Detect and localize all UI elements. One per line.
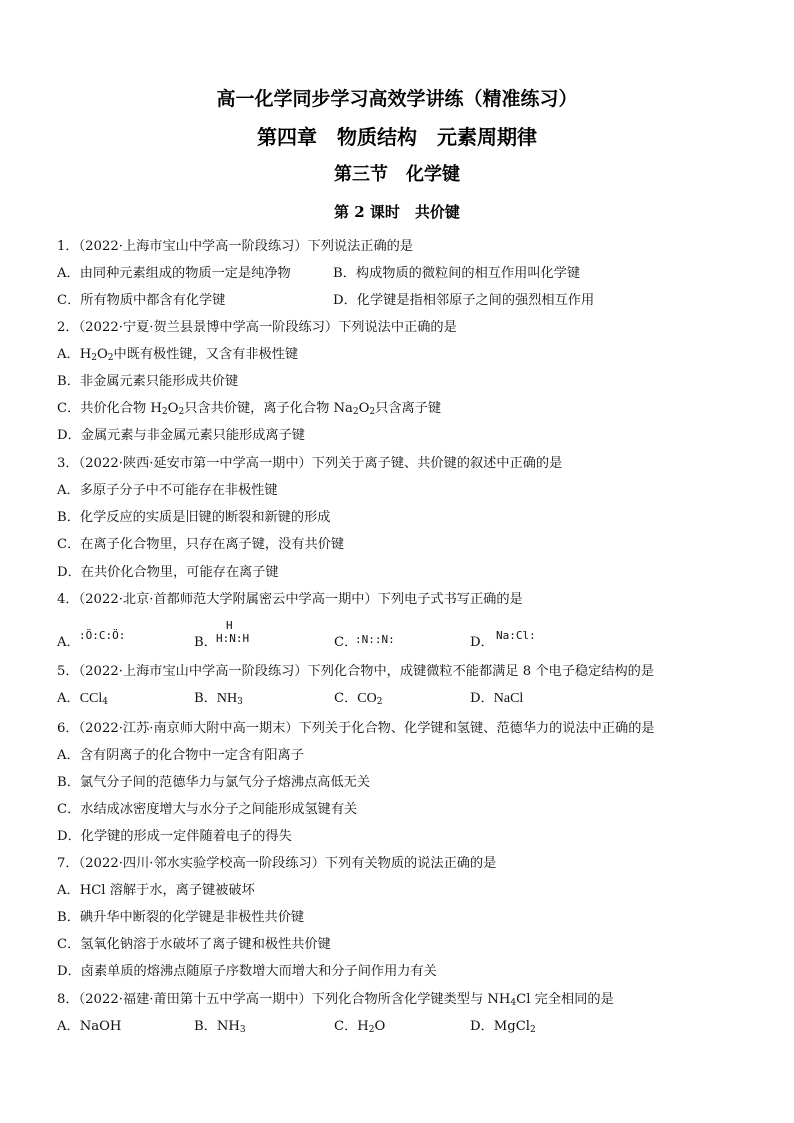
question-2-option-c: C．共价化合物 $H_2O_2$只含共价键，离子化合物 $Na_2O_2$只含离子键 — [57, 401, 442, 417]
question-5-option-a: A．CCl$_4$ — [57, 691, 109, 707]
question-7-option-b: B．碘升华中断裂的化学键是非极性共价键 — [57, 910, 305, 925]
question-7-option-c: C．氢氧化钠溶于水破坏了离子键和极性共价键 — [57, 937, 331, 952]
question-3-stem: 3．（2022·陕西·延安市第一中学高一期中）下列关于离子键、共价键的叙述中正确的是 — [57, 456, 563, 471]
question-5-stem: 5．（2022·上海市宝山中学高一阶段练习）下列化合物中，成键微粒不能都满足 8 个电子稳定结构的是 — [57, 664, 655, 679]
section-title: 第三节 化学键 — [334, 164, 460, 185]
question-3-option-a: A．多原子分子中不可能存在非极性键 — [57, 483, 278, 498]
question-4-option-b-top-h: H — [226, 619, 233, 632]
question-5-option-b: B．$NH_3$ — [194, 691, 243, 707]
question-8-option-b: B．$NH_3$ — [194, 1019, 246, 1035]
question-6-stem: 6．（2022·江苏·南京师大附中高一期末）下列关于化合物、化学键和氢键、范德华力的说法中正确的是 — [57, 721, 655, 736]
question-8-option-a: A．NaOH — [57, 1019, 122, 1034]
question-8-option-c: C．$H_2O$ — [334, 1019, 386, 1035]
question-2-option-d: D．金属元素与非金属元素只能形成离子键 — [57, 428, 305, 443]
question-7-option-a: A．HCl 溶解于水，离子键被破坏 — [57, 883, 255, 898]
worksheet-title: 高一化学同步学习高效学讲练（精准练习） — [216, 88, 578, 110]
question-5-option-d: D．NaCl — [470, 691, 524, 706]
question-1-stem: 1．（2022·上海市宝山中学高一阶段练习）下列说法正确的是 — [57, 239, 414, 254]
question-5-option-c: C．$CO_2$ — [334, 691, 383, 707]
question-8-stem: 8．（2022·福建·莆田第十五中学高一期中）下列化合物所含化学键类型与 $NH_4Cl$ 完全相同的是 — [57, 992, 614, 1008]
question-4-option-c-label: C． — [334, 635, 358, 650]
question-4-option-c-formula: :N::N: — [355, 633, 395, 646]
question-6-option-c: C．水结成冰密度增大与水分子之间能形成氢键有关 — [57, 802, 358, 817]
question-6-option-d: D．化学键的形成一定伴随着电子的得失 — [57, 829, 292, 844]
question-2-option-b: B．非金属元素只能形成共价键 — [57, 374, 239, 389]
question-7-stem: 7．（2022·四川·邻水实验学校高一阶段练习）下列有关物质的说法正确的是 — [57, 856, 497, 871]
question-4-option-a-formula: :Ö:C:Ö: — [79, 629, 126, 642]
chapter-title: 第四章 物质结构 元素周期律 — [257, 125, 537, 149]
question-6-option-b: B．氯气分子间的范德华力与氯气分子熔沸点高低无关 — [57, 775, 371, 790]
question-4-option-d-label: D． — [470, 635, 494, 650]
question-7-option-d: D．卤素单质的熔沸点随原子序数增大而增大和分子间作用力有关 — [57, 964, 437, 979]
question-3-option-d: D．在共价化合物里，可能存在离子键 — [57, 565, 279, 580]
question-4-option-a-label: A． — [57, 635, 80, 650]
question-2-option-a: A．$H_2O_2$中既有极性键，又含有非极性键 — [57, 347, 299, 363]
question-1-option-c: C．所有物质中都含有化学键 — [57, 293, 226, 308]
question-1-option-b: B．构成物质的微粒间的相互作用叫化学键 — [333, 266, 581, 281]
question-8-option-d: D．MgCl$_2$ — [470, 1019, 536, 1035]
question-3-option-c: C．在离子化合物里，只存在离子键，没有共价键 — [57, 537, 345, 552]
question-2-stem: 2．（2022·宁夏·贺兰县景博中学高一阶段练习）下列说法中正确的是 — [57, 320, 457, 335]
question-4-stem: 4．（2022·北京·首都师范大学附属密云中学高一期中）下列电子式书写正确的是 — [57, 592, 523, 607]
question-3-option-b: B．化学反应的实质是旧键的断裂和新键的形成 — [57, 510, 331, 525]
question-1-option-d: D．化学键是指相邻原子之间的强烈相互作用 — [333, 293, 595, 308]
question-1-option-a: A．由同种元素组成的物质一定是纯净物 — [57, 266, 291, 281]
question-4-option-b-label: B． — [194, 635, 217, 650]
question-6-option-a: A．含有阴离子的化合物中一定含有阳离子 — [57, 748, 304, 763]
question-4-option-d-formula: Na:Cl: — [496, 629, 536, 642]
lesson-title: 第 2 课时 共价键 — [334, 203, 460, 221]
question-4-option-b-formula: H:N:H — [216, 632, 250, 645]
